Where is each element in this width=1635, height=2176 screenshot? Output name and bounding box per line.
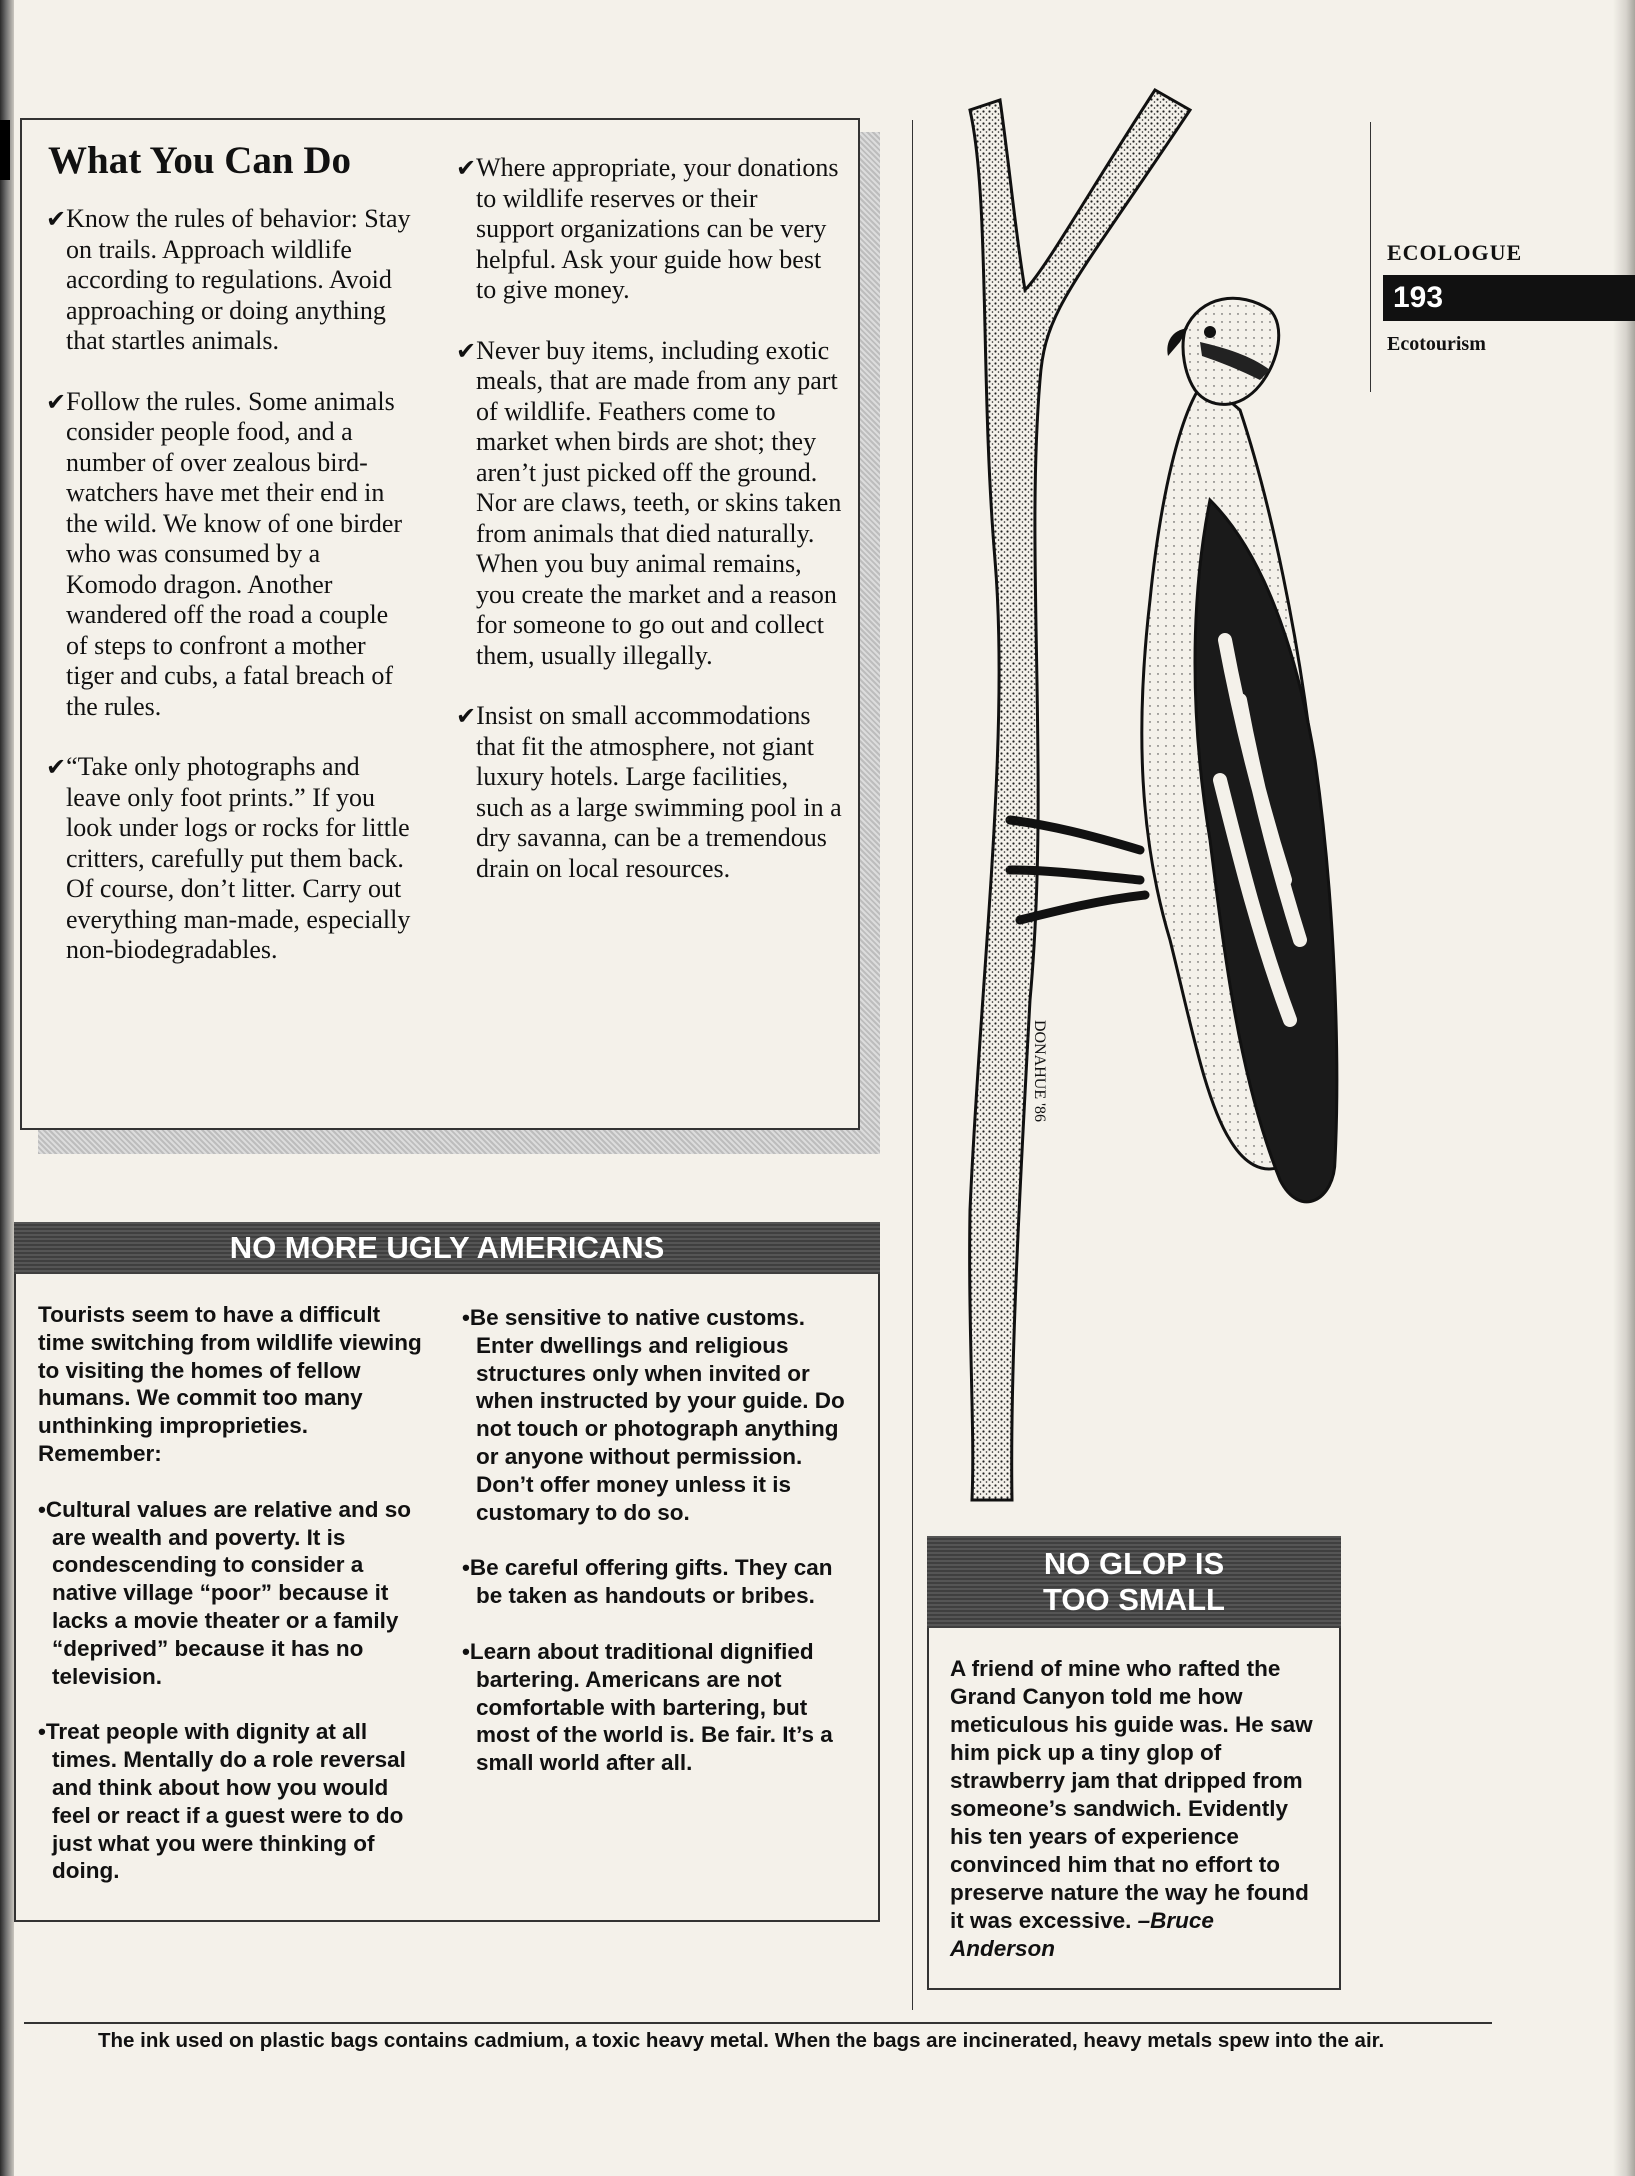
list-item: •Be sensitive to native customs. Enter dwellings and religious structures only when invited or when instructed by your guide. Do not touch or photograph anything or anyone without permission. Don’t offer money unless it is customary to do so. — [462, 1305, 845, 1525]
tip-item: ✔Never buy items, including exotic meals, that are made from any part of wildlife. Feathers come to market when birds are shot; they aren’t just picked off the ground. Nor are claws, teeth, or skins taken from animals that died naturally. When you buy animal remains, you create the market and a reason for someone to go out and collect them, usually illegally. — [456, 335, 842, 670]
what-you-can-do-right-column — [456, 153, 842, 914]
glop-body: A friend of mine who rafted the Grand Canyon told me how meticulous his guide was. He saw him pick up a tiny glop of strawberry jam that dripped from someone’s sandwich. Evidently his ten years of experience convinced him that no effort to preserve nature the way he found it was excessive. –Bruce Anderson — [950, 1656, 1313, 1961]
checkmark-icon: ✔ — [46, 753, 67, 781]
tip-item: ✔Where appropriate, your donations to wildlife reserves or their support organizations can be very helpful. Ask your guide how best to give money. — [456, 153, 839, 304]
book-spine-shadow — [0, 0, 14, 2176]
footer-rule — [24, 2022, 1492, 2024]
bullet-icon: • — [462, 1638, 470, 1664]
ugly-americans-left-column — [38, 1301, 426, 1913]
illustration-signature: DONAHUE '86 — [1031, 1020, 1048, 1122]
ugly-americans-title: NO MORE UGLY AMERICANS — [14, 1222, 880, 1274]
list-item: •Treat people with dignity at all times. Mentally do a role reversal and think about how you would feel or react if a guest were to do just what you were thinking of doing. — [38, 1719, 406, 1884]
tip-item: ✔Follow the rules. Some animals consider people food, and a number of over zealous bird-watchers have met their end in the wild. We know of one birder who was consumed by a Komodo dragon. Another wandered off the road a couple of steps to confront a mother tiger and cubs, a fatal breach of the rules. — [46, 386, 403, 721]
what-you-can-do-left-column — [46, 204, 416, 996]
checkmark-icon: ✔ — [456, 336, 477, 365]
column-rule — [912, 120, 913, 2010]
what-you-can-do-title: What You Can Do — [48, 139, 352, 182]
footer-fact: The ink used on plastic bags contains cadmium, a toxic heavy metal. When the bags are incinerated, heavy metals spew into the air. — [98, 2029, 1385, 2052]
bullet-icon: • — [462, 1305, 470, 1330]
hawk-eye — [1204, 326, 1216, 338]
bullet-icon: • — [462, 1555, 470, 1581]
intro-paragraph: Tourists seem to have a difficult time switching from wildlife viewing to visiting the homes of fellow humans. We commit too many unthinking improprieties. Remember: — [38, 1302, 422, 1466]
section-topic: Ecotourism — [1387, 333, 1486, 355]
checkmark-icon: ✔ — [456, 702, 477, 730]
bullet-icon: • — [38, 1719, 46, 1745]
tip-item: ✔Insist on small accommodations that fit the atmosphere, not giant luxury hotels. Large facilities, such as a large swimming pool in a dry savanna, can be a tremendous drain on local resources. — [456, 701, 842, 883]
section-label: ECOLOGUE — [1387, 240, 1523, 265]
ugly-americans-right-column — [462, 1304, 848, 1805]
spine-mark — [0, 120, 10, 180]
checkmark-icon: ✔ — [46, 205, 67, 233]
page-edge — [1613, 0, 1635, 2176]
glop-title: NO GLOP IS TOO SMALL — [927, 1536, 1341, 1628]
checkmark-icon: ✔ — [46, 387, 67, 416]
glop-author: –Bruce Anderson — [950, 1908, 1214, 1961]
list-item: •Learn about traditional dignified bartering. Americans are not comfortable with bartering, but most of the world is. Be fair. It’s a small world after all. — [462, 1638, 833, 1776]
page-number: 193 — [1383, 275, 1635, 321]
tip-item: ✔“Take only photographs and leave only foot prints.” If you look under logs or rocks for little critters, carefully put them back. Of course, don’t litter. Carry out everything man-made, especially non-biodegradables. — [46, 752, 411, 964]
tip-item: ✔Know the rules of behavior: Stay on trails. Approach wildlife according to regulations. Avoid approaching or doing anything that startles animals. — [46, 204, 411, 355]
checkmark-icon: ✔ — [456, 154, 477, 182]
bullet-icon: • — [38, 1496, 46, 1522]
hawk-illustration — [940, 80, 1440, 1510]
list-item: •Be careful offering gifts. They can be taken as handouts or bribes. — [462, 1555, 833, 1609]
list-item: •Cultural values are relative and so are wealth and poverty. It is condescending to consider a native village “poor” because it lacks a movie theater or a family “deprived” because it has no television. — [38, 1496, 412, 1689]
